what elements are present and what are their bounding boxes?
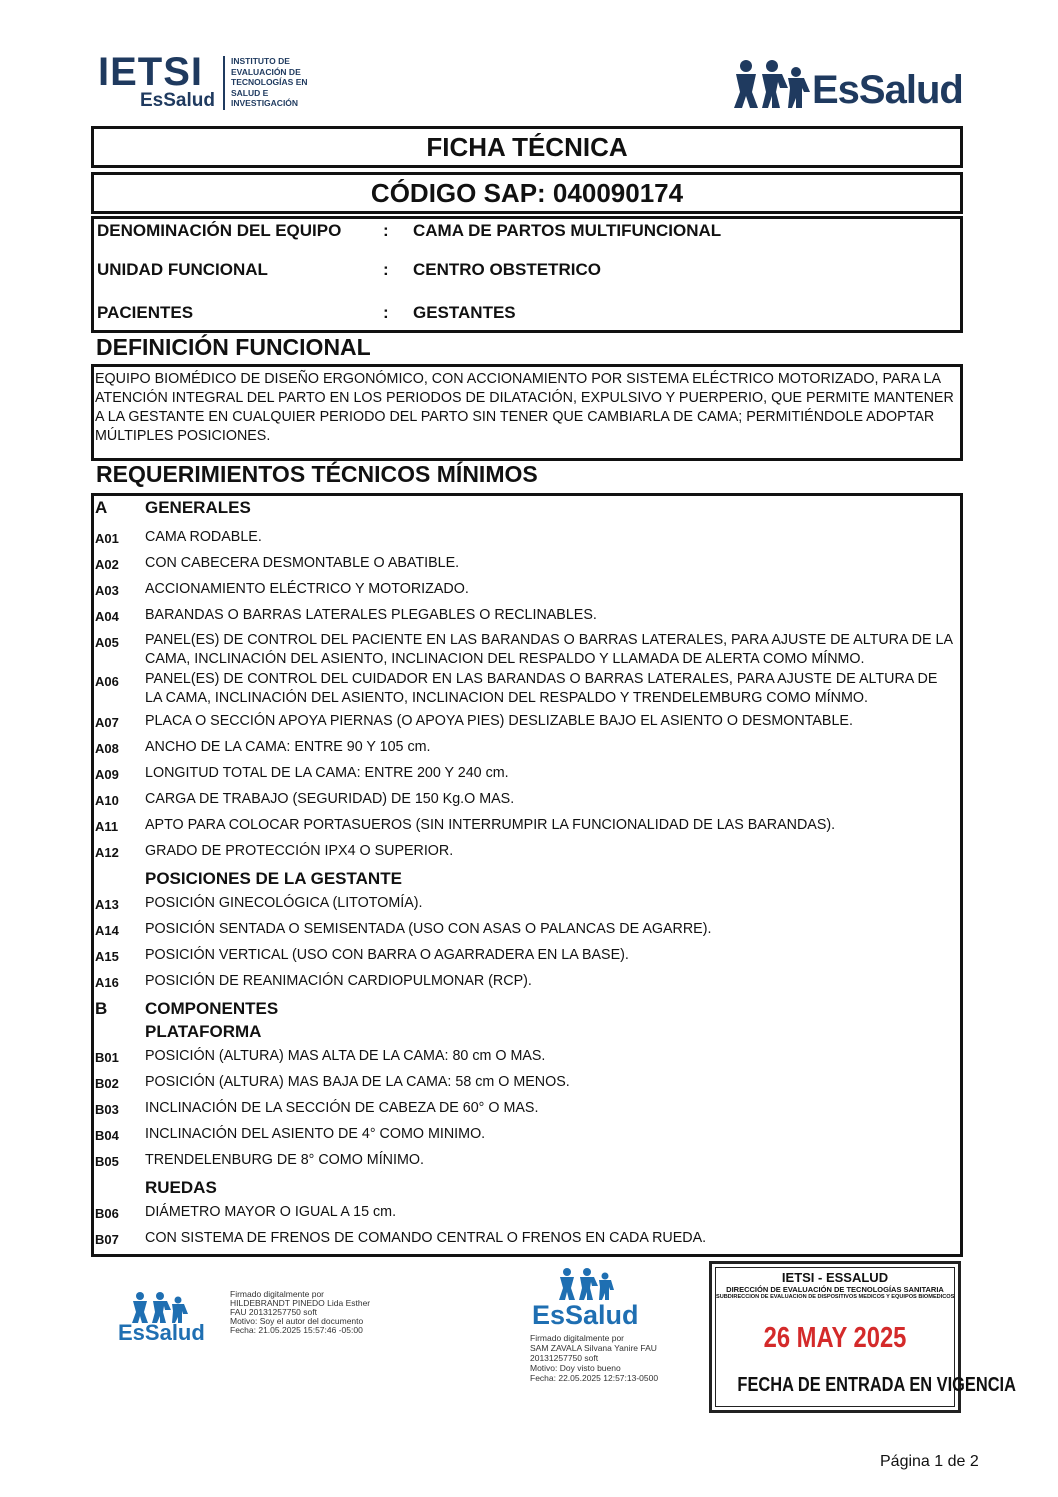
signature-line: Fecha: 21.05.2025 15:57:46 -05:00 <box>230 1325 363 1335</box>
item-text: POSICIÓN DE REANIMACIÓN CARDIOPULMONAR (RCP). <box>145 973 532 989</box>
item-text: ACCIONAMIENTO ELÉCTRICO Y MOTORIZADO. <box>145 581 469 597</box>
item-text: PANEL(ES) DE CONTROL DEL PACIENTE EN LAS BARANDAS O BARRAS LATERALES, PARA AJUSTE DE ALTURA DE LA CAMA, INCLINACIÓN DEL ASIENTO, INCLINACION DEL RESPALDO Y LLAMADA DE ALERTA COMO MÍNMO. <box>145 632 953 667</box>
essalud-footer-logo-2 <box>530 1266 640 1330</box>
item-text: BARANDAS O BARRAS LATERALES PLEGABLES O RECLINABLES. <box>145 607 597 623</box>
signature-line: Firmado digitalmente por <box>530 1333 625 1343</box>
item-text: CARGA DE TRABAJO (SEGURIDAD) DE 150 Kg.O MAS. <box>145 791 515 807</box>
item-code: B04 <box>95 1128 119 1143</box>
item-code: A07 <box>95 715 119 730</box>
info-label: UNIDAD FUNCIONAL <box>97 260 268 279</box>
item-text: CAMA RODABLE. <box>145 529 262 545</box>
section-plataforma-title: PLATAFORMA <box>145 1022 262 1041</box>
signature-line: 20131257750 soft <box>530 1353 599 1363</box>
item-code: A16 <box>95 975 119 990</box>
item-text: DIÁMETRO MAYOR O IGUAL A 15 cm. <box>145 1204 397 1220</box>
item-text: CON CABECERA DESMONTABLE O ABATIBLE. <box>145 555 460 571</box>
item-code: A02 <box>95 557 119 572</box>
ietsi-logo-sub: EsSalud <box>140 90 215 111</box>
stamp-line-3: SUBDIRECCIÓN DE EVALUACIÓN DE DISPOSITIVOS MÉDICOS Y EQUIPOS BIOMÉDICOS <box>716 1294 954 1300</box>
item-text: APTO PARA COLOCAR PORTASUEROS (SIN INTERRUMPIR LA FUNCIONALIDAD DE LAS BARANDAS). <box>145 817 836 833</box>
item-text: PANEL(ES) DE CONTROL DEL CUIDADOR EN LAS BARANDAS O BARRAS LATERALES, PARA AJUSTE DE ALTURA DE LA CAMA, INCLINACIÓN DEL ASIENTO, INCLINACION DEL RESPALDO Y TRENDELEMBURG COMO MÍNMO. <box>145 671 938 706</box>
item-code: A04 <box>95 609 119 624</box>
essalud-footer-logo <box>118 1290 208 1346</box>
section-a-letter: A <box>95 498 108 517</box>
section-b-title: COMPONENTES <box>145 999 279 1018</box>
item-code: A15 <box>95 949 119 964</box>
stamp-title: IETSI - ESSALUD <box>781 1270 889 1285</box>
section-posiciones-title: POSICIONES DE LA GESTANTE <box>145 869 402 888</box>
family-figures-icon <box>732 58 812 110</box>
item-text: LONGITUD TOTAL DE LA CAMA: ENTRE 200 Y 240 cm. <box>145 765 509 781</box>
requerimientos-heading: REQUERIMIENTOS TÉCNICOS MÍNIMOS <box>96 461 538 487</box>
item-code: B07 <box>95 1232 119 1247</box>
item-code: A14 <box>95 923 119 938</box>
item-code: A01 <box>95 531 119 546</box>
essalud-footer-logo-text: EsSalud <box>532 1300 639 1330</box>
stamp-label: FECHA DE ENTRADA EN VIGENCIA <box>737 1374 1016 1396</box>
item-code: A12 <box>95 845 119 860</box>
info-colon: : <box>383 303 389 322</box>
item-code: A03 <box>95 583 119 598</box>
signature-line: HILDEBRANDT PINEDO Lida Esther <box>230 1298 371 1308</box>
item-text: TRENDELENBURG DE 8° COMO MÍNIMO. <box>145 1152 424 1168</box>
signature-line: FAU 20131257750 soft <box>230 1307 317 1317</box>
info-colon: : <box>383 221 389 240</box>
item-code: A11 <box>95 819 119 834</box>
ietsi-logo <box>98 52 338 114</box>
ietsi-logo-line: TECNOLOGÍAS EN <box>231 77 308 87</box>
document-title: FICHA TÉCNICA <box>91 126 963 168</box>
item-text: GRADO DE PROTECCIÓN IPX4 O SUPERIOR. <box>145 843 454 859</box>
info-label: PACIENTES <box>97 303 194 322</box>
item-text: INCLINACIÓN DEL ASIENTO DE 4° COMO MINIMO. <box>145 1126 486 1142</box>
sap-code: CÓDIGO SAP: 040090174 <box>91 172 963 214</box>
ietsi-logo-line: EVALUACIÓN DE <box>231 66 301 77</box>
signature-line: Motivo: Doy visto bueno <box>530 1363 621 1373</box>
stamp-inner-frame <box>715 1267 1016 1407</box>
item-code: A09 <box>95 767 119 782</box>
essalud-logo <box>732 58 962 114</box>
item-code: B05 <box>95 1154 119 1169</box>
ietsi-logo-line: INVESTIGACIÓN <box>231 98 299 108</box>
signature-line: Motivo: Soy el autor del documento <box>230 1316 364 1326</box>
digital-signature-1 <box>230 1290 410 1335</box>
item-code: B01 <box>95 1050 119 1065</box>
info-value: CENTRO OBSTETRICO <box>413 260 601 279</box>
item-text: INCLINACIÓN DE LA SECCIÓN DE CABEZA DE 60° O MAS. <box>145 1100 539 1116</box>
item-text: POSICIÓN GINECOLÓGICA (LITOTOMÍA). <box>145 895 423 911</box>
item-text: ANCHO DE LA CAMA: ENTRE 90 Y 105 cm. <box>145 739 431 755</box>
signature-line: Firmado digitalmente por <box>230 1289 325 1299</box>
item-code: A08 <box>95 741 119 756</box>
section-b-letter: B <box>95 999 108 1018</box>
item-code: B03 <box>95 1102 119 1117</box>
definicion-heading: DEFINICIÓN FUNCIONAL <box>96 334 371 360</box>
equipment-info-box <box>91 216 963 333</box>
item-code: A05 <box>95 635 119 650</box>
page-number: Página 1 de 2 <box>880 1453 979 1470</box>
stamp-date: 26 MAY 2025 <box>763 1322 907 1354</box>
item-code: A10 <box>95 793 119 808</box>
family-figures-icon <box>555 1266 615 1302</box>
definicion-box <box>91 364 963 461</box>
item-text: POSICIÓN SENTADA O SEMISENTADA (USO CON ASAS O PALANCAS DE AGARRE). <box>145 921 712 937</box>
definicion-text: EQUIPO BIOMÉDICO DE DISEÑO ERGONÓMICO, CON ACCIONAMIENTO POR SISTEMA ELÉCTRICO MOTORIZADO, PARA LA ATENCIÓN INTEGRAL DEL PARTO EN LOS PERIODOS DE DILATACIÓN, EXPULSIVO Y PUERPERIO, QUE PERMITE MANTENER A LA GESTANTE EN CUALQUIER PERIODO DEL PARTO SIN TENER QUE CAMBIARLA DE CAMA; PERMITIÉNDOLE ADOPTAR MÚLTIPLES POSICIONES. <box>95 371 954 444</box>
item-text: POSICIÓN (ALTURA) MAS ALTA DE LA CAMA: 80 cm O MAS. <box>145 1048 546 1064</box>
stamp-line-2: DIRECCIÓN DE EVALUACIÓN DE TECNOLOGÍAS SANITARIA <box>726 1285 944 1294</box>
item-text: POSICIÓN (ALTURA) MAS BAJA DE LA CAMA: 58 cm O MENOS. <box>145 1074 570 1090</box>
essalud-logo-text: EsSalud <box>812 68 963 112</box>
item-text: PLACA O SECCIÓN APOYA PIERNAS (O APOYA PIES) DESLIZABLE BAJO EL ASIENTO O DESMONTABLE. <box>145 713 853 729</box>
digital-signature-2 <box>530 1333 690 1383</box>
item-text: POSICIÓN VERTICAL (USO CON BARRA O AGARRADERA EN LA BASE). <box>145 947 629 963</box>
ietsi-logo-divider <box>223 56 225 110</box>
info-label: DENOMINACIÓN DEL EQUIPO <box>97 221 342 240</box>
item-code: B06 <box>95 1206 119 1221</box>
ietsi-logo-line: INSTITUTO DE <box>231 56 290 66</box>
ietsi-logo-big: IETSI <box>98 50 204 94</box>
validity-stamp <box>709 1261 1016 1413</box>
ietsi-logo-line: SALUD E <box>231 87 269 98</box>
info-colon: : <box>383 260 389 279</box>
signature-line: Fecha: 22.05.2025 12:57:13-0500 <box>530 1373 659 1383</box>
section-ruedas-title: RUEDAS <box>145 1178 217 1197</box>
item-text: CON SISTEMA DE FRENOS DE COMANDO CENTRAL O FRENOS EN CADA RUEDA. <box>145 1230 707 1246</box>
family-figures-icon <box>128 1290 218 1324</box>
ietsi-logo-text <box>231 56 341 109</box>
essalud-footer-logo-text: EsSalud <box>118 1320 205 1345</box>
item-code: B02 <box>95 1076 119 1091</box>
item-code: A06 <box>95 674 119 689</box>
info-value: CAMA DE PARTOS MULTIFUNCIONAL <box>413 221 722 240</box>
info-value: GESTANTES <box>413 303 516 322</box>
item-code: A13 <box>95 897 119 912</box>
signature-line: SAM ZAVALA Silvana Yanire FAU <box>530 1343 657 1353</box>
section-a-title: GENERALES <box>145 498 251 517</box>
